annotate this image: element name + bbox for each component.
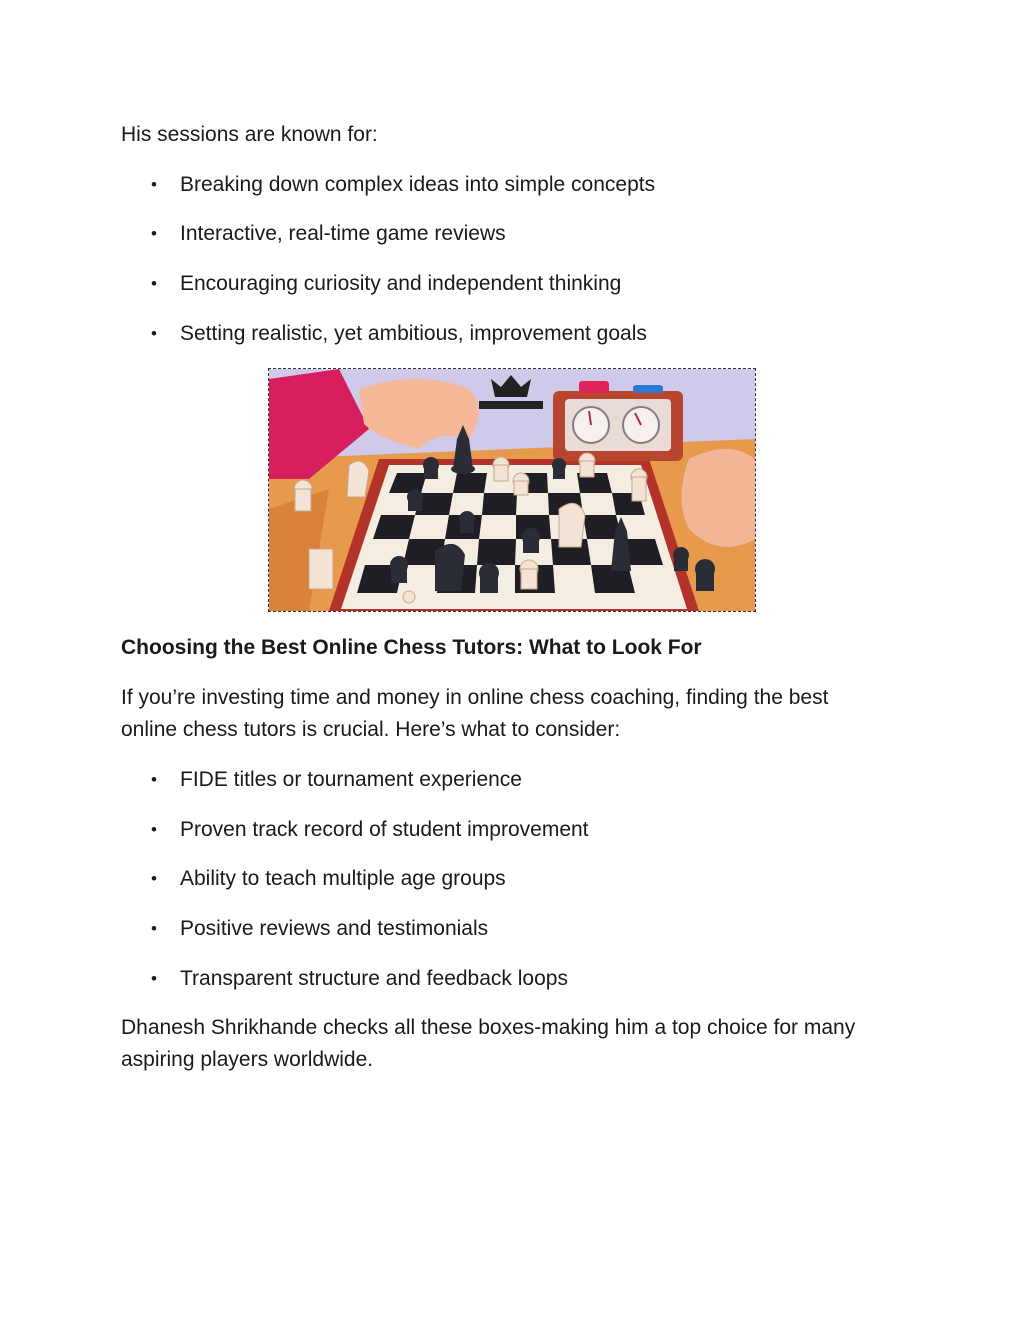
body-paragraph: If you’re investing time and money in online chess coaching, finding the best online chess tutors is crucial. Here’s what to consider: <box>121 686 829 741</box>
bullet-icon: • <box>151 869 157 888</box>
bullet-icon: • <box>151 324 157 343</box>
section-heading: Choosing the Best Online Chess Tutors: What to Look For <box>121 636 702 659</box>
bullet-icon: • <box>151 919 157 938</box>
bullet-icon: • <box>151 175 157 194</box>
intro-text: His sessions are known for: <box>121 123 378 146</box>
bullet-icon: • <box>151 274 157 293</box>
bullet-icon: • <box>151 969 157 988</box>
bullet-icon: • <box>151 820 157 839</box>
bullet-icon: • <box>151 224 157 243</box>
closing-paragraph: Dhanesh Shrikhande checks all these boxes-making him a top choice for many aspiring players worldwide. <box>121 1016 856 1071</box>
bullet-icon: • <box>151 770 157 789</box>
chess-illustration-icon <box>269 369 755 611</box>
chess-illustration-image <box>268 368 756 612</box>
